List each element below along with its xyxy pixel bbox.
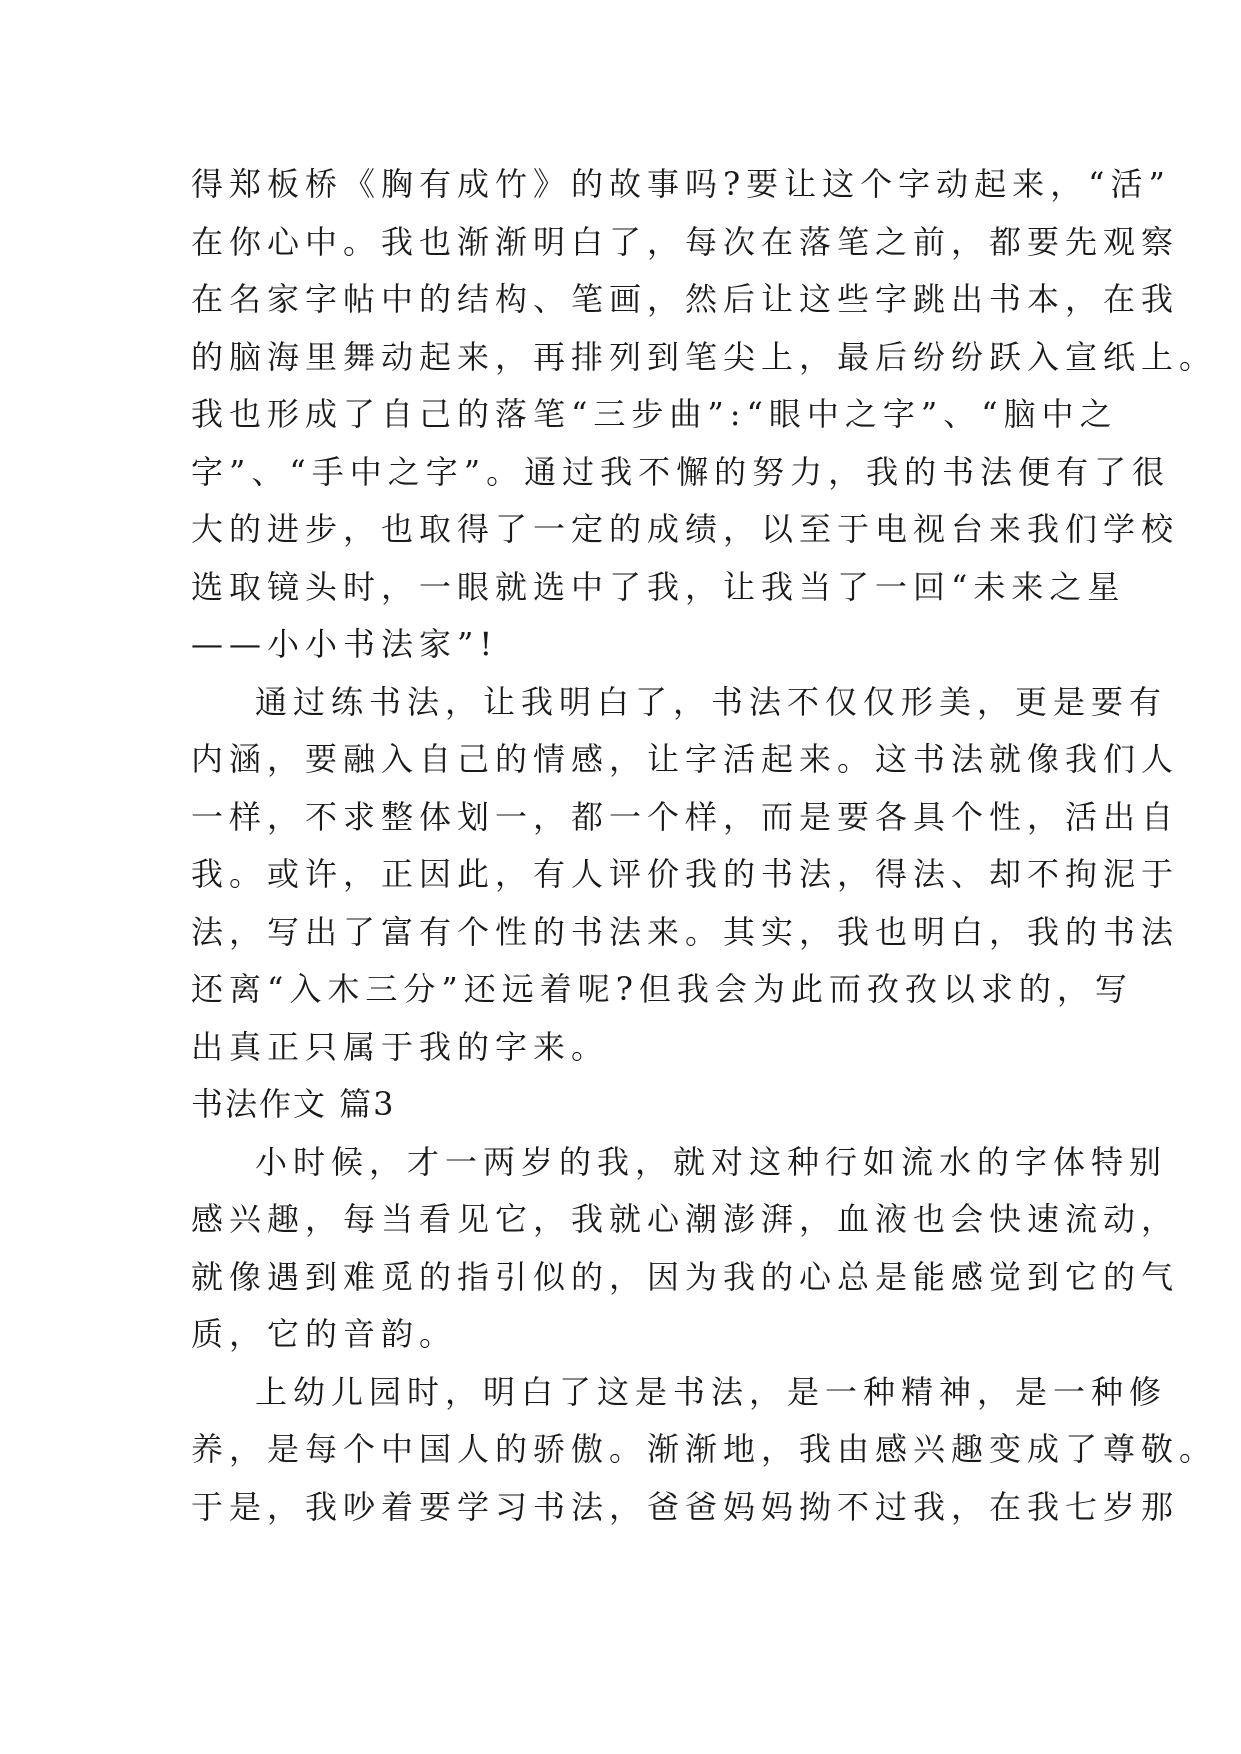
text-line: 一样，不求整体划一，都一个样，而是要各具个性，活出自 — [191, 797, 1180, 836]
text-line: 在名家字帖中的结构、笔画，然后让这些字跳出书本，在我 — [191, 280, 1180, 318]
text-line: 我也形成了自己的落笔“三步曲”:“眼中之字”、“脑中之 — [191, 395, 1118, 433]
text-line: 就像遇到难觅的指引似的，因为我的心总是能感觉到它的气 — [191, 1257, 1180, 1296]
text-line: 通过练书法，让我明白了，书法不仅仅形美，更是要有 — [255, 682, 1168, 721]
text-line: 大的进步，也取得了一定的成绩，以至于电视台来我们学校 — [191, 510, 1180, 548]
text-line: 养，是每个中国人的骄傲。渐渐地，我由感兴趣变成了尊敬。 — [191, 1430, 1218, 1468]
text-line: ——小小书法家”! — [191, 625, 499, 663]
text-line: 感兴趣，每当看见它，我就心潮澎湃，血液也会快速流动， — [191, 1200, 1180, 1238]
text-line: 出真正只属于我的字来。 — [191, 1027, 610, 1066]
text-line: 在你心中。我也渐渐明白了，每次在落笔之前，都要先观察 — [191, 222, 1180, 261]
text-line: 得郑板桥《胸有成竹》的故事吗?要让这个字动起来，“活” — [191, 165, 1171, 203]
text-line: 选取镜头时，一眼就选中了我，让我当了一回“未来之星 — [191, 567, 1126, 606]
text-line: 字”、“手中之字”。通过我不懈的努力，我的书法便有了很 — [191, 452, 1171, 491]
text-line: 上幼儿园时，明白了这是书法，是一种精神，是一种修 — [255, 1372, 1168, 1411]
text-line: 法，写出了富有个性的书法来。其实，我也明白，我的书法 — [191, 912, 1180, 951]
text-line: 我。或许，正因此，有人评价我的书法，得法、却不拘泥于 — [191, 855, 1180, 893]
text-line: 小时候，才一两岁的我，就对这种行如流水的字体特别 — [255, 1142, 1168, 1181]
text-line: 还离“入木三分”还远着呢?但我会为此而孜孜以求的，写 — [191, 970, 1133, 1008]
section-heading: 书法作文 篇3 — [191, 1085, 396, 1123]
text-line: 质，它的音韵。 — [191, 1315, 458, 1353]
text-line: 于是，我吵着要学习书法，爸爸妈妈拗不过我，在我七岁那 — [191, 1487, 1180, 1526]
text-line: 内涵，要融入自己的情感，让字活起来。这书法就像我们人 — [191, 740, 1180, 778]
text-line: 的脑海里舞动起来，再排列到笔尖上，最后纷纷跃入宣纸上。 — [191, 337, 1218, 376]
body-text — [191, 156, 1218, 1536]
